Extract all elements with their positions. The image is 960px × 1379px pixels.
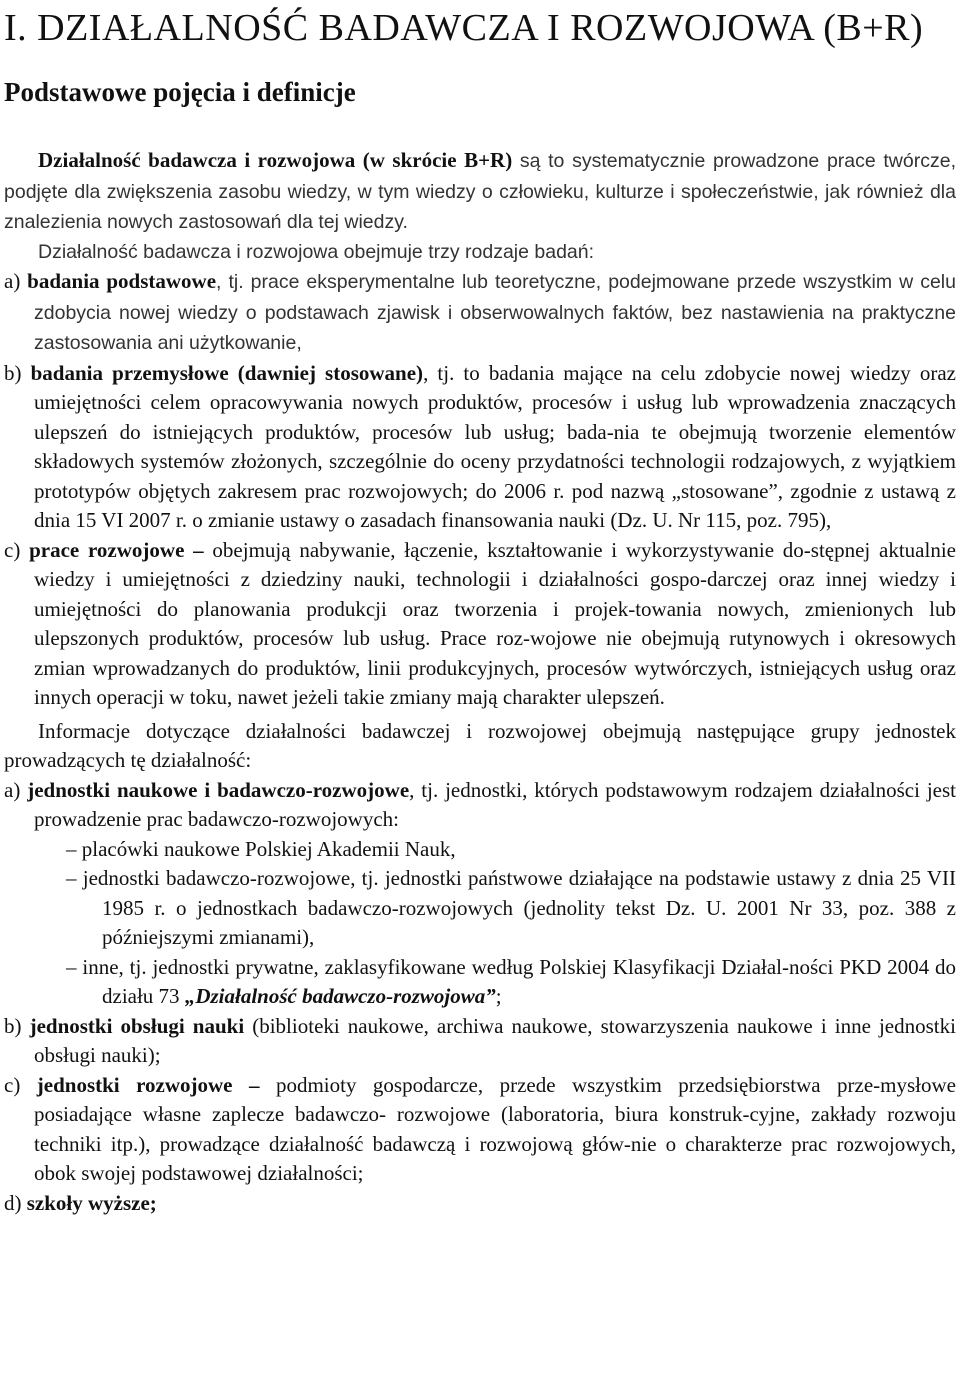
group-c-text: podmioty gospodarcze, przede wszystkim przedsiębiorstwa prze-mysłowe posiadające własne zaplecze badawczo- rozwojowe (laboratoria, biura konstruk-cyjne, zakłady rozwoju techniki itp.), prowadzące działalność badawczą i rozwojową głów-nie o charakterze prac rozwojowych, obok swojej podstawowej działalności; <box>34 1072 957 1185</box>
list-item-pan: – placówki naukowe Polskiej Akademii Nauk, <box>66 836 456 861</box>
marker-a: a) <box>4 269 28 293</box>
other-text: – inne, tj. jednostki prywatne, zaklasyfikowane według Polskiej Klasyfikacji Działal-ności PKD 2004 do działu 73 <box>66 954 956 1008</box>
group-a-research-units <box>4 776 956 835</box>
marker-group-c: c) <box>4 1072 37 1097</box>
list-item-other <box>4 953 956 1012</box>
list-item-jbr: – jednostki badawczo-rozwojowe, tj. jednostki państwowe działające na podstawie ustawy z dnia 25 VII 1985 r. o jednostkach badawczo-rozwojowych (jednolity tekst Dz. U. 2001 Nr 33, poz. 388 z późniejszymi zmianami), <box>66 866 956 949</box>
types-intro: Działalność badawcza i rozwojowa obejmuje trzy rodzaje badań: <box>38 240 595 263</box>
marker-b: b) <box>4 360 31 385</box>
term-research-units: jednostki naukowe i badawczo-rozwojowe <box>27 777 410 802</box>
term-industrial-research: badania przemysłowe (dawniej stosowane) <box>30 360 424 385</box>
term-basic-research: badania podstawowe <box>27 269 217 293</box>
term-development-units: jednostki rozwojowe <box>36 1072 233 1097</box>
marker-group-d: d) <box>4 1190 27 1215</box>
term-development-work: prace rozwojowe <box>29 537 185 562</box>
group-d-universities <box>4 1189 956 1219</box>
intro-paragraph <box>4 146 956 238</box>
marker-c: c) <box>4 537 30 562</box>
intro-text: są to systematycznie prowadzone prace twórcze, podjęte dla zwiększenia zasobu wiedzy, w tym wiedzy o człowieku, kulturze i społeczeństwie, jak również dla znalezienia nowych zastosowań dla tej wiedzy. <box>4 150 956 233</box>
group-b-service-units <box>4 1012 956 1071</box>
page-title: I. DZIAŁALNOŚĆ BADAWCZA I ROZWOJOWA (B+R) <box>4 7 924 49</box>
term-universities: szkoły wyższe; <box>26 1190 157 1215</box>
marker-group-b: b) <box>4 1013 30 1038</box>
term-service-units: jednostki obsługi nauki <box>29 1013 245 1038</box>
type-a-text: , tj. prace eksperymentalne lub teoretyczne, podejmowane przede wszystkim w celu zdobycia nowej wiedzy o podstawach zjawisk i obserwowalnych faktów, bez nastawienia na praktyczne zastosowania ani użytkowanie, <box>34 271 956 354</box>
other-end: ; <box>495 984 502 1008</box>
type-b-industrial-research <box>4 359 956 536</box>
type-a-basic-research <box>4 267 956 359</box>
document-page <box>0 6 960 1379</box>
pkd-section-name: „Działalność badawczo-rozwojowa” <box>184 984 496 1008</box>
group-a-text: , tj. jednostki, których podstawowym rodzajem działalności jest prowadzenie prac badawczo-rozwojowych: <box>34 777 956 831</box>
type-c-development-work <box>4 536 956 713</box>
dash-c: – <box>184 537 213 562</box>
dash-group-c: – <box>232 1072 276 1097</box>
group-c-development-units <box>4 1071 956 1189</box>
groups-intro: Informacje dotyczące działalności badawczej i rozwojowej obejmują następujące grupy jednostek prowadzących tę działalność: <box>4 718 956 772</box>
type-b-text: , tj. to badania mające na celu zdobycie nowej wiedzy oraz umiejętności celem opracowywania nowych produktów, procesów i usług lub wprowadzenia znaczących ulepszeń do istniejących produktów, procesów lub usług; bada-nia te obejmują tworzenie elementów składowych systemów złożonych, szczególnie do oceny przydatności technologii rodzajowych, z wyjątkiem prototypów objętych zakresem prac rozwojowych; do 2006 r. pod nazwą „stosowane”, zgodnie z ustawą z dnia 15 VI 2007 r. o zmianie ustawy o zasadach finansowania nauki (Dz. U. Nr 115, poz. 795), <box>34 360 956 532</box>
marker-group-a: a) <box>4 777 28 802</box>
type-c-text: obejmują nabywanie, łączenie, kształtowanie i wykorzystywanie do-stępnej aktualnie wiedzy i umiejętności z dziedziny nauki, technologii i działalności gospo-darczej oraz innej wiedzy i umiejętności do planowania produkcji oraz tworzenia i projek-towania nowych, zmienionych lub ulepszonych produktów, procesów lub usług. Prace roz-wojowe nie obejmują rutynowych i okresowych zmian wprowadzanych do produktów, linii produkcyjnych, procesów wytwórczych, istniejących usług oraz innych operacji w toku, nawet jeżeli takie zmiany mają charakter ulepszeń. <box>34 537 956 709</box>
section-subtitle: Podstawowe pojęcia i definicje <box>4 77 356 107</box>
group-b-text: (biblioteki naukowe, archiwa naukowe, stowarzyszenia naukowe i inne jednostki obsługi nauki); <box>34 1013 956 1067</box>
intro-term: Działalność badawcza i rozwojowa (w skrócie B+R) <box>38 148 513 172</box>
